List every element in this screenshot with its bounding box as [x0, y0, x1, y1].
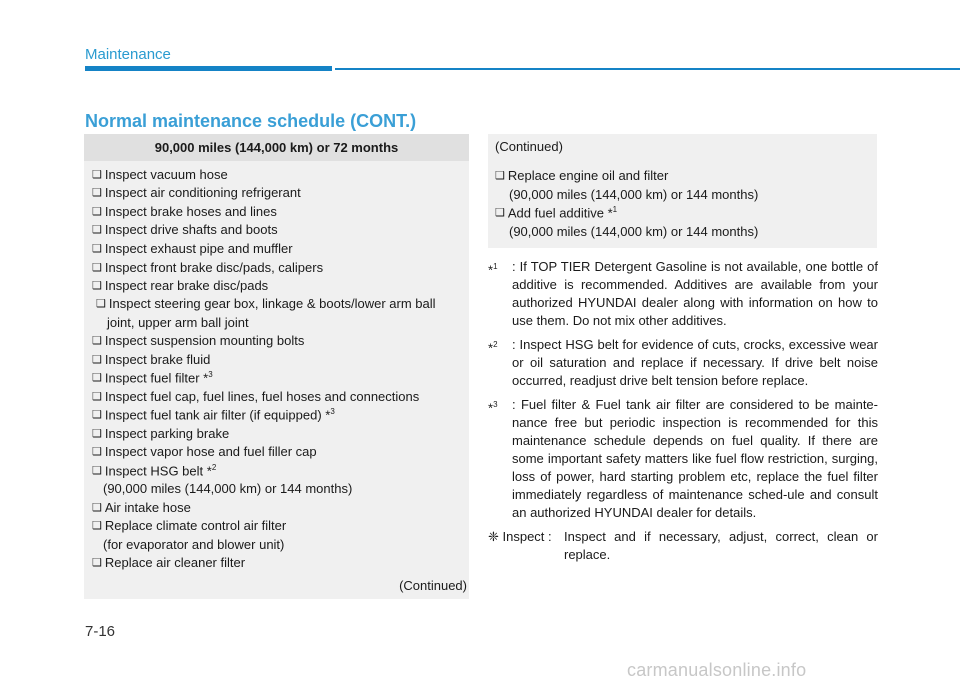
section-label: Maintenance [85, 46, 171, 63]
checklist-item: ❑ Inspect brake hoses and lines [92, 204, 277, 219]
continued-box [488, 134, 877, 248]
checkbox-icon: ❑ [92, 206, 102, 218]
checkbox-icon: ❑ [92, 372, 102, 385]
checkbox-icon: ❑ [92, 557, 102, 569]
checklist-item: ❑ Inspect HSG belt *$^2$ [92, 463, 217, 479]
checkbox-icon: ❑ [92, 280, 102, 292]
checklist-item-continuation: joint, upper arm ball joint [107, 315, 249, 330]
checkbox-icon: ❑ [92, 335, 102, 347]
footnote: *$^3$ : Fuel filter & Fuel tank air filter are considered to be mainte-nance free but periodic inspection is recommended for this maintenance schedule depends on fuel quality. If there are some important safety matters like fuel flow restriction, surging, loss of power, hard starting problem etc, replace the fuel filter immediately regardless of maintenance sched-ule and consult an authorized HYUNDAI dealer for details. [488, 397, 878, 520]
checkbox-icon: ❑ [92, 409, 102, 422]
checklist-item-continuation: (for evaporator and blower unit) [103, 537, 285, 552]
checklist-item: ❑ Add fuel additive *$^1$ [495, 205, 618, 221]
checklist-item: ❑ Inspect steering gear box, linkage & boots/lower arm ball [96, 296, 436, 311]
checklist-item: ❑ Inspect fuel tank air filter (if equipped) *$^3$ [92, 407, 335, 423]
page-title: Normal maintenance schedule (CONT.) [85, 111, 417, 131]
checklist-item: ❑ Inspect vacuum hose [92, 167, 228, 182]
checkbox-icon: ❑ [92, 187, 102, 199]
schedule-heading: 90,000 miles (144,000 km) or 72 months [84, 134, 469, 161]
checklist-item: ❑ Inspect drive shafts and boots [92, 222, 278, 237]
checklist-item: ❑ Inspect parking brake [92, 426, 230, 441]
schedule-box [84, 134, 469, 599]
checkbox-icon: ❑ [495, 207, 505, 220]
checkbox-icon: ❑ [495, 170, 505, 182]
checkbox-icon: ❑ [92, 262, 102, 274]
header-rule-thin [335, 68, 960, 70]
footnote: *$^1$ : If TOP TIER Detergent Gasoline is not available, one bottle of additive is recommended. Additives are available from your authorized HYUNDAI dealer along with information on how to use them. Do not mix other additives. [488, 259, 878, 328]
checklist-item: ❑ Replace climate control air filter [92, 518, 287, 533]
checklist-item: ❑ Air intake hose [92, 500, 191, 515]
checklist-item: ❑ Inspect air conditioning refrigerant [92, 185, 301, 200]
checklist-item: ❑ Inspect suspension mounting bolts [92, 333, 305, 348]
checklist-item: ❑ Inspect brake fluid [92, 352, 211, 367]
watermark: carmanualsonline.info [627, 660, 807, 680]
checklist-item-continuation: (90,000 miles (144,000 km) or 144 months) [103, 481, 353, 496]
checklist-item: ❑ Inspect fuel cap, fuel lines, fuel hoses and connections [92, 389, 420, 404]
checkbox-icon: ❑ [92, 224, 102, 236]
continued-label: (Continued) [399, 578, 467, 593]
checklist-item: ❑ Replace air cleaner filter [92, 555, 246, 570]
checkbox-icon: ❑ [92, 391, 102, 403]
checkbox-icon: ❑ [92, 465, 102, 478]
checklist-item: ❑ Inspect vapor hose and fuel filler cap [92, 444, 317, 459]
checkbox-icon: ❑ [92, 502, 102, 514]
continued-label: (Continued) [495, 139, 563, 154]
footnote: *$^2$ : Inspect HSG belt for evidence of cuts, crocks, excessive wear or oil saturation and replace if necessary. If drive belt noise occurred, readjust drive belt tension before replace. [488, 337, 878, 388]
footnotes [488, 258, 878, 570]
checkbox-icon: ❑ [96, 298, 106, 310]
checklist-item-continuation: (90,000 miles (144,000 km) or 144 months) [509, 187, 759, 202]
checklist-item: ❑ Inspect fuel filter *$^3$ [92, 370, 213, 386]
page-number: 7-16 [85, 623, 116, 640]
checkbox-icon: ❑ [92, 243, 102, 255]
checkbox-icon: ❑ [92, 446, 102, 458]
inspect-note: ❈ Inspect : Inspect and if necessary, adjust, correct, clean or replace. [488, 529, 878, 562]
checklist-item: ❑ Inspect rear brake disc/pads [92, 278, 269, 293]
checkbox-icon: ❑ [92, 520, 102, 532]
checkbox-icon: ❑ [92, 169, 102, 181]
checkbox-icon: ❑ [92, 354, 102, 366]
checkbox-icon: ❑ [92, 428, 102, 440]
checklist-item: ❑ Replace engine oil and filter [495, 168, 669, 183]
checklist-item: ❑ Inspect front brake disc/pads, calipers [92, 260, 324, 275]
checklist-item: ❑ Inspect exhaust pipe and muffler [92, 241, 293, 256]
header-rule-thick [85, 66, 332, 71]
checklist-item-continuation: (90,000 miles (144,000 km) or 144 months) [509, 224, 759, 239]
